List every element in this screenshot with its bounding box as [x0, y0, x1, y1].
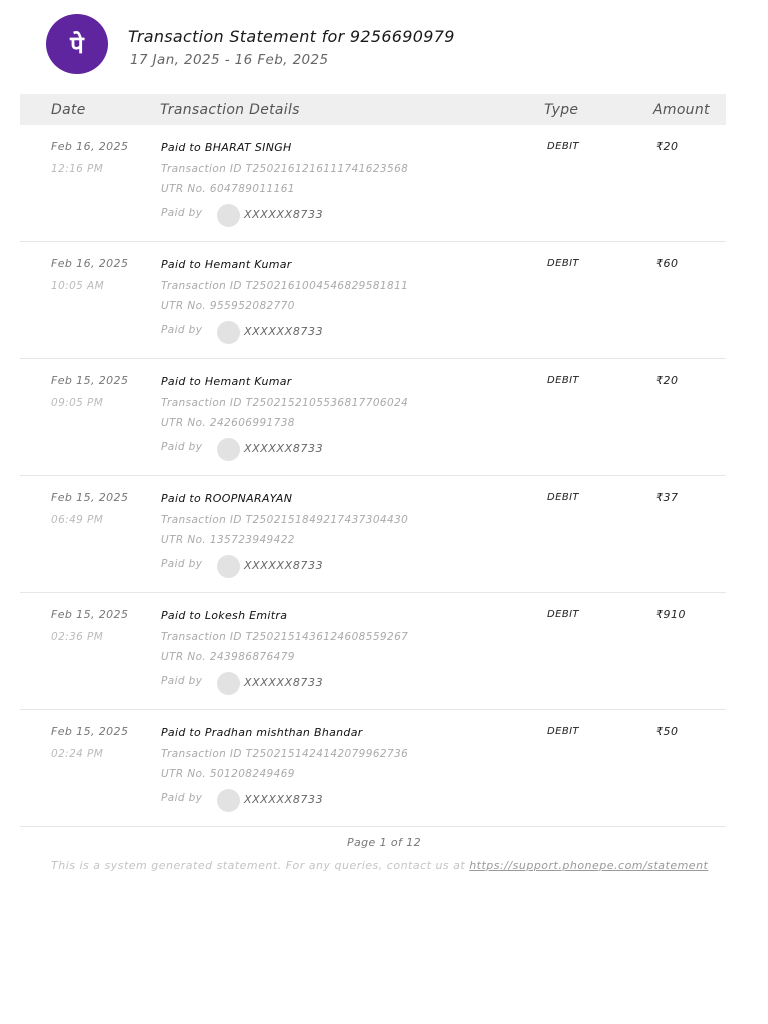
transaction-id: Transaction ID T2502161004546829581811 — [161, 280, 409, 292]
transaction-payee: Paid to Pradhan mishthan Bhandar — [161, 726, 363, 739]
bank-avatar-icon — [217, 789, 240, 812]
statement-title: Transaction Statement for 9256690979 — [128, 27, 455, 46]
transaction-time: 09:05 PM — [51, 397, 104, 409]
bank-avatar-icon — [217, 555, 240, 578]
transaction-type: DEBIT — [547, 609, 579, 620]
transaction-payee: Paid to Lokesh Emitra — [161, 609, 288, 622]
phonepe-logo — [46, 14, 108, 74]
transaction-payee: Paid to BHARAT SINGH — [161, 141, 292, 154]
support-link[interactable]: https://support.phonepe.com/statement — [469, 859, 709, 872]
transaction-id: Transaction ID T2502151436124608559267 — [161, 631, 409, 643]
table-row — [20, 359, 726, 476]
utr-number: UTR No. 501208249469 — [161, 768, 295, 780]
transactions-table — [20, 94, 726, 827]
account-number: XXXXXX8733 — [244, 559, 324, 572]
transaction-date: Feb 15, 2025 — [51, 725, 129, 738]
account-number: XXXXXX8733 — [244, 208, 324, 221]
transaction-amount: ₹20 — [656, 140, 679, 153]
utr-number: UTR No. 604789011161 — [161, 183, 295, 195]
table-row — [20, 710, 726, 827]
paid-by-label: Paid by — [161, 675, 203, 687]
footer-note-text: This is a system generated statement. For any queries, contact us at — [51, 859, 466, 872]
paid-by-label: Paid by — [161, 207, 203, 219]
statement-date-range: 17 Jan, 2025 - 16 Feb, 2025 — [130, 52, 329, 68]
paid-by-label: Paid by — [161, 324, 203, 336]
paid-by-label: Paid by — [161, 441, 203, 453]
transaction-date: Feb 15, 2025 — [51, 374, 129, 387]
page-number: Page 1 of 12 — [346, 836, 421, 849]
utr-number: UTR No. 955952082770 — [161, 300, 295, 312]
transaction-time: 06:49 PM — [51, 514, 104, 526]
transaction-time: 02:36 PM — [51, 631, 104, 643]
column-header-amount: Amount — [653, 102, 710, 118]
statement-header — [46, 14, 746, 74]
transaction-time: 10:05 AM — [51, 280, 105, 292]
column-header-date: Date — [51, 102, 86, 118]
transaction-type: DEBIT — [547, 375, 579, 386]
column-header-type: Type — [544, 102, 579, 118]
transaction-date: Feb 15, 2025 — [51, 491, 129, 504]
transaction-payee: Paid to Hemant Kumar — [161, 375, 292, 388]
transaction-type: DEBIT — [547, 141, 579, 152]
bank-avatar-icon — [217, 321, 240, 344]
transaction-type: DEBIT — [547, 258, 579, 269]
transaction-date: Feb 16, 2025 — [51, 257, 129, 270]
transaction-time: 12:16 PM — [51, 163, 104, 175]
table-header — [20, 94, 726, 125]
transaction-type: DEBIT — [547, 492, 579, 503]
transaction-payee: Paid to Hemant Kumar — [161, 258, 292, 271]
footer-note — [51, 859, 768, 872]
transaction-amount: ₹910 — [656, 608, 686, 621]
transaction-time: 02:24 PM — [51, 748, 104, 760]
utr-number: UTR No. 135723949422 — [161, 534, 295, 546]
utr-number: UTR No. 242606991738 — [161, 417, 295, 429]
transaction-payee: Paid to ROOPNARAYAN — [161, 492, 293, 505]
account-number: XXXXXX8733 — [244, 325, 324, 338]
account-number: XXXXXX8733 — [244, 442, 324, 455]
table-row — [20, 242, 726, 359]
utr-number: UTR No. 243986876479 — [161, 651, 295, 663]
table-row — [20, 476, 726, 593]
transaction-amount: ₹20 — [656, 374, 679, 387]
transaction-date: Feb 16, 2025 — [51, 140, 129, 153]
transaction-id: Transaction ID T2502161216111741623568 — [161, 163, 409, 175]
transaction-date: Feb 15, 2025 — [51, 608, 129, 621]
account-number: XXXXXX8733 — [244, 676, 324, 689]
transaction-id: Transaction ID T2502151424142079962736 — [161, 748, 409, 760]
transaction-amount: ₹37 — [656, 491, 679, 504]
paid-by-label: Paid by — [161, 792, 203, 804]
svg-text:पे: पे — [70, 31, 84, 59]
transaction-amount: ₹60 — [656, 257, 679, 270]
bank-avatar-icon — [217, 204, 240, 227]
transaction-id: Transaction ID T2502151849217437304430 — [161, 514, 409, 526]
table-row — [20, 593, 726, 710]
bank-avatar-icon — [217, 672, 240, 695]
column-header-details: Transaction Details — [160, 102, 300, 118]
paid-by-label: Paid by — [161, 558, 203, 570]
bank-avatar-icon — [217, 438, 240, 461]
table-row — [20, 125, 726, 242]
phonepe-logo-icon — [57, 24, 97, 64]
transaction-type: DEBIT — [547, 726, 579, 737]
account-number: XXXXXX8733 — [244, 793, 324, 806]
transaction-amount: ₹50 — [656, 725, 679, 738]
transaction-id: Transaction ID T2502152105536817706024 — [161, 397, 409, 409]
